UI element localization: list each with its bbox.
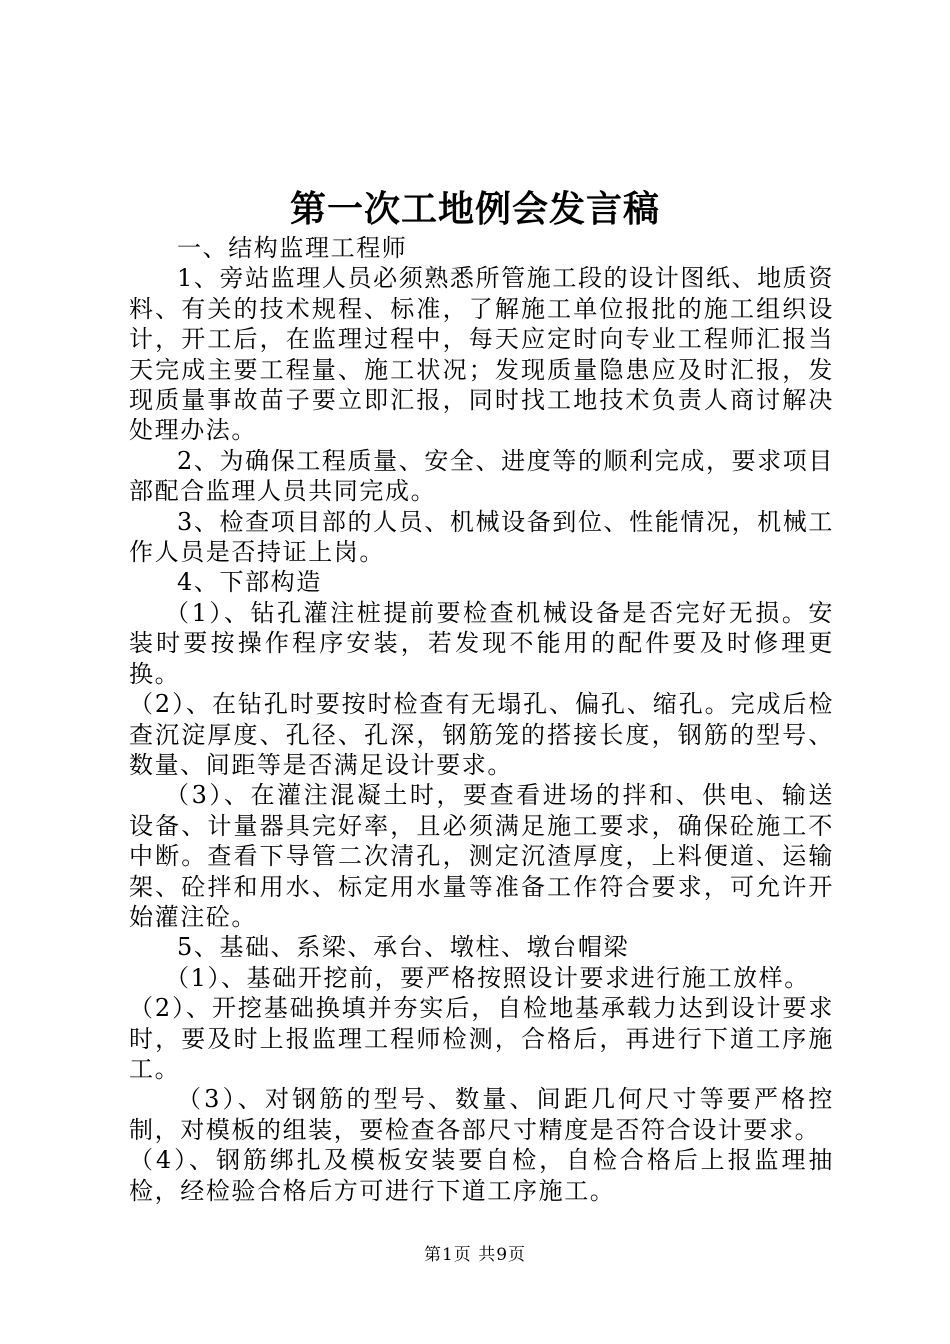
paragraph-item-4-1: （1）、钻孔灌注桩提前要检查机械设备是否完好无损。安装时要按操作程序安装，若发现不能用的配件要及时修理更换。 [129, 598, 834, 688]
document-title: 第一次工地例会发言稿 [289, 188, 660, 230]
paragraph-item-4-3: （3）、在灌注混凝土时，要查看进场的拌和、供电、输送设备、计量器具完好率，且必须满足施工要求，确保砼施工不中断。查看下导管二次清孔，测定沉渣厚度，上料便道、运输架、砼拌和用水、标定用水量等准备工作符合要求，可允许开始灌注砼。 [129, 781, 834, 931]
paragraph-item-4-2: （2）、在钻孔时要按时检查有无塌孔、偏孔、缩孔。完成后检查沉淀厚度、孔径、孔深，钢筋笼的搭接长度，钢筋的型号、数量、间距等是否满足设计要求。 [129, 690, 834, 779]
paragraph-item-5-2: （2）、开挖基础换填并夯实后，自检地基承载力达到设计要求时，要及时上报监理工程师检测，合格后，再进行下道工序施工。 [129, 994, 834, 1083]
paragraph-item-5-heading: 5、基础、系梁、承台、墩柱、墩台帽梁 [177, 933, 630, 962]
page-number-footer: 第1页 共9页 [423, 1245, 527, 1265]
paragraph-item-3: 3、检查项目部的人员、机械设备到位、性能情况，机械工作人员是否持证上岗。 [129, 507, 834, 567]
section-heading-structural-engineer: 一、结构监理工程师 [177, 234, 408, 262]
paragraph-item-5-1: （1）、基础开挖前，要严格按照设计要求进行施工放样。 [165, 963, 810, 992]
document-body [129, 233, 834, 1206]
paragraph-item-5-3: （3）、对钢筋的型号、数量、间距几何尺寸等要严格控制，对模板的组装，要检查各部尺寸精度是否符合设计要求。 [129, 1085, 834, 1144]
paragraph-item-4-heading: 4、下部构造 [177, 568, 322, 597]
paragraph-item-5-4: （4）、钢筋绑扎及模板安装要自检，自检合格后上报监理抽检，经检验合格后方可进行下道工序施工。 [129, 1146, 834, 1205]
paragraph-item-1: 1、旁站监理人员必须熟悉所管施工段的设计图纸、地质资料、有关的技术规程、标准，了解施工单位报批的施工组织设计，开工后，在监理过程中，每天应定时向专业工程师汇报当天完成主要工程量、施工状况；发现质量隐患应及时汇报，发现质量事故苗子要立即汇报，同时找工地技术负责人商讨解决处理办法。 [129, 264, 834, 445]
paragraph-item-2: 2、为确保工程质量、安全、进度等的顺利完成，要求项目部配合监理人员共同完成。 [129, 446, 834, 506]
